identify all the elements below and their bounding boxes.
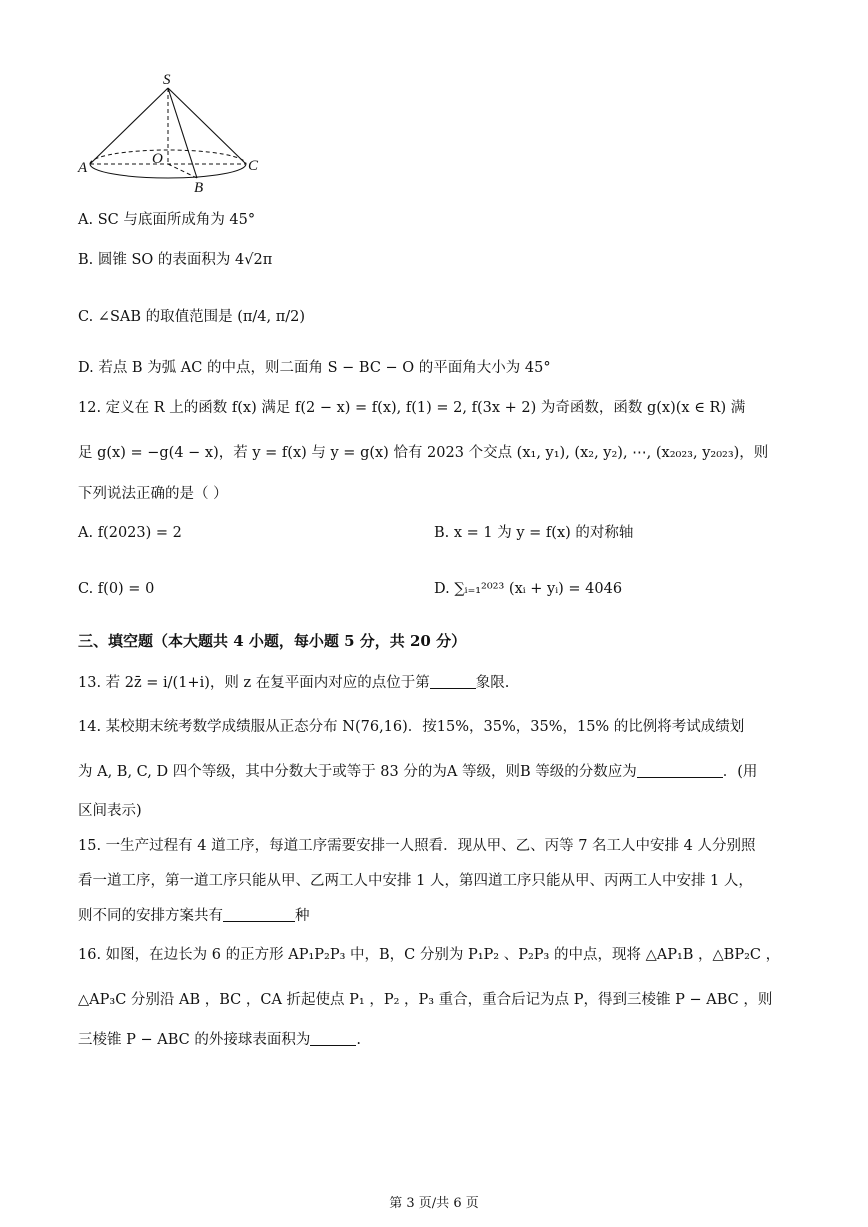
q13-answer-blank[interactable] — [430, 673, 476, 689]
q14-line-2 — [78, 762, 757, 782]
q11-option-a: A. SC 与底面所成角为 45° — [78, 212, 256, 228]
q14-text: 为 A, B, C, D 四个等级，其中分数大于或等于 83 分的为A 等级，则B 等级的分数应为 — [78, 764, 637, 780]
label-o: O — [152, 151, 163, 167]
q15-answer-blank[interactable] — [223, 906, 295, 922]
cone-figure — [70, 68, 270, 198]
q14-text-end: ．(用 — [722, 764, 758, 780]
label-c: C — [248, 158, 259, 174]
q15-line-1: 15. 一生产过程有 4 道工序，每道工序需要安排一人照看．现从甲、乙、丙等 7 名工人中安排 4 人分别照 — [78, 838, 756, 854]
cone-base-front-arc — [90, 164, 246, 178]
label-s: S — [163, 72, 171, 88]
q13 — [78, 673, 509, 693]
q14-line-1: 14. 某校期末统考数学成绩服从正态分布 N(76,16)．按15%，35%，35%，15% 的比例将考试成绩划 — [78, 719, 745, 735]
q12-option-a: A. f(2023) = 2 — [78, 525, 182, 541]
q16-line-2: △AP₃C 分别沿 AB ，BC ，CA 折起使点 P₁ ，P₂ ，P₃ 重合，重合后记为点 P，得到三棱锥 P − ABC ，则 — [78, 992, 773, 1008]
q12-option-c: C. f(0) = 0 — [78, 581, 155, 597]
q12-line-2: 足 g(x) = −g(4 − x)，若 y = f(x) 与 y = g(x) 恰有 2023 个交点 (x₁, y₁), (x₂, y₂), ⋯, (x₂₀₂₃, y₂₀₂₃)，则 — [78, 445, 769, 461]
q15-line-3 — [78, 906, 310, 926]
q15-line-2: 看一道工序，第一道工序只能从甲、乙两工人中安排 1 人，第四道工序只能从甲、丙两工人中安排 1 人， — [78, 873, 753, 889]
q13-text: 13. 若 2z̄ = i/(1+i)，则 z 在复平面内对应的点位于第 — [78, 675, 430, 691]
section-3-heading: 三、填空题（本大题共 4 小题，每小题 5 分，共 20 分） — [78, 632, 467, 650]
q15-text: 则不同的安排方案共有 — [78, 908, 223, 924]
q12-line-3: 下列说法正确的是（ ） — [78, 486, 228, 502]
q13-text-end: 象限. — [475, 675, 510, 691]
q16-text-end: . — [356, 1032, 361, 1048]
q14-line-3: 区间表示) — [78, 803, 142, 819]
q12-line-1: 12. 定义在 R 上的函数 f(x) 满足 f(2 − x) = f(x), f(1) = 2, f(3x + 2) 为奇函数，函数 g(x)(x ∈ R) 满 — [78, 400, 746, 416]
q16-line-3 — [78, 1030, 361, 1050]
q11-option-d: D. 若点 B 为弧 AC 的中点，则二面角 S − BC − O 的平面角大小为 45° — [78, 360, 551, 376]
q12-option-b: B. x = 1 为 y = f(x) 的对称轴 — [434, 525, 634, 541]
q11-option-b: B. 圆锥 SO 的表面积为 4√2π — [78, 252, 273, 268]
q14-answer-blank[interactable] — [637, 762, 723, 778]
q16-answer-blank[interactable] — [310, 1030, 356, 1046]
label-a: A — [78, 160, 88, 176]
page-footer: 第 3 页/共 6 页 — [389, 1196, 479, 1211]
q11-option-c: C. ∠SAB 的取值范围是 (π/4, π/2) — [78, 309, 306, 325]
q12-option-d: D. ∑ᵢ₌₁²⁰²³ (xᵢ + yᵢ) = 4046 — [434, 581, 623, 597]
q16-line-1: 16. 如图，在边长为 6 的正方形 AP₁P₂P₃ 中，B，C 分别为 P₁P₂ 、P₂P₃ 的中点，现将 △AP₁B ，△BP₂C ， — [78, 947, 781, 963]
q16-text: 三棱锥 P − ABC 的外接球表面积为 — [78, 1032, 311, 1048]
label-b: B — [194, 180, 204, 196]
q15-text-end: 种 — [295, 908, 310, 924]
